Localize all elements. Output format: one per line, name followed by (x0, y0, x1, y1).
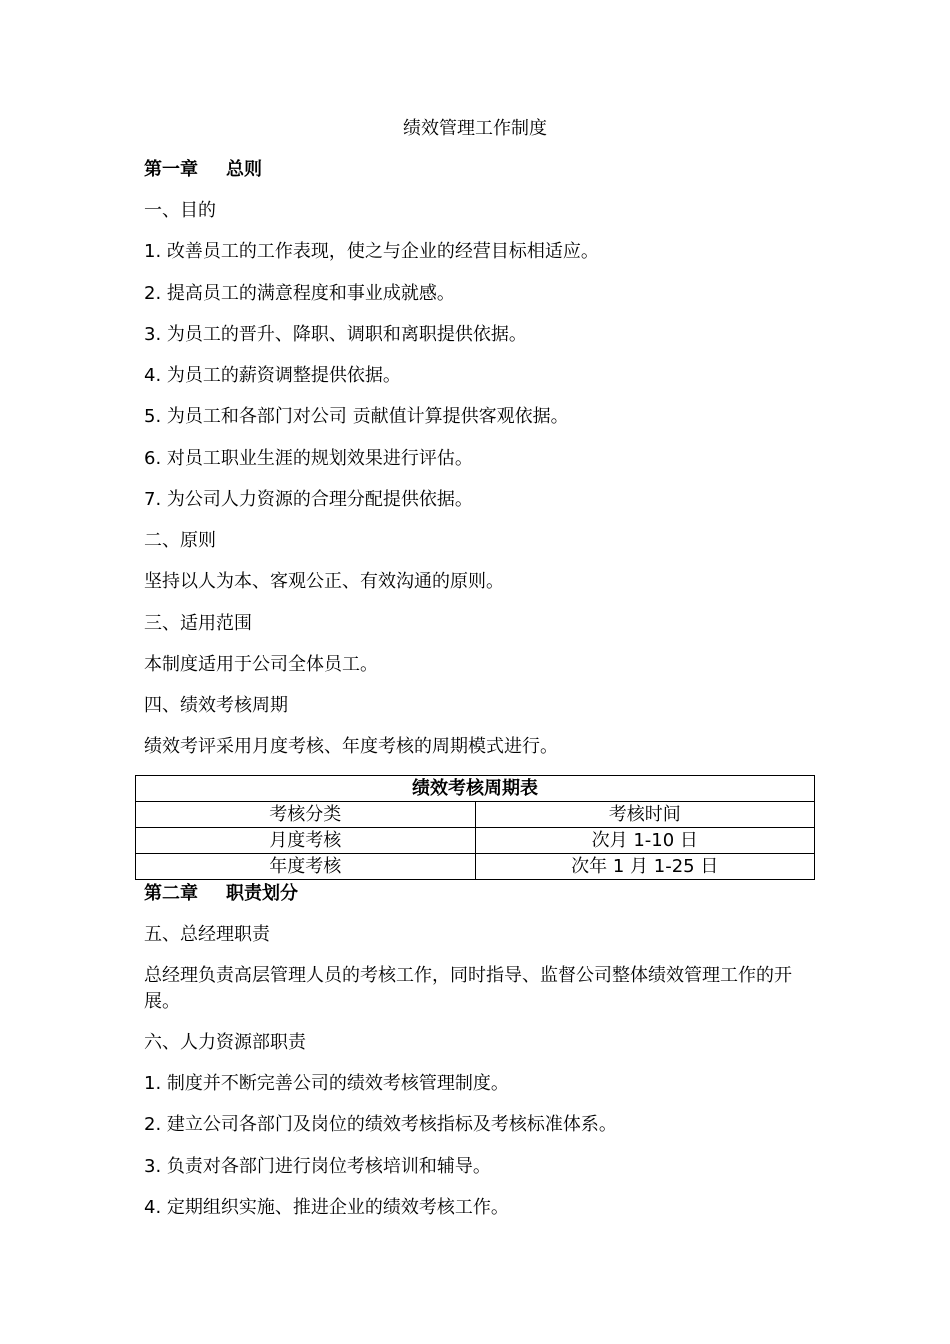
section-1-item: 3. 为员工的晋升、降职、调职和离职提供依据。 (144, 324, 527, 345)
table-row (136, 854, 815, 880)
section-6-item: 1. 制度并不断完善公司的绩效考核管理制度。 (144, 1073, 509, 1094)
section-5-body: 总经理负责高层管理人员的考核工作，同时指导、监督公司整体绩效管理工作的开展。 (144, 965, 792, 1012)
section-1-item: 5. 为员工和各部门对公司 贡献值计算提供客观依据。 (144, 406, 569, 427)
table-row (136, 828, 815, 854)
section-1-item: 4. 为员工的薪资调整提供依据。 (144, 365, 401, 386)
section-2-heading: 二、原则 (144, 530, 216, 551)
section-1-item: 2. 提高员工的满意程度和事业成就感。 (144, 283, 455, 304)
table-header-time: 考核时间 (475, 802, 815, 828)
document-title: 绩效管理工作制度 (403, 118, 547, 139)
table-cell-time: 次月 1-10 日 (475, 828, 815, 854)
section-1-heading: 一、目的 (144, 200, 216, 221)
table-cell-category: 年度考核 (136, 854, 476, 880)
table-header-category: 考核分类 (136, 802, 476, 828)
section-6-heading: 六、人力资源部职责 (144, 1032, 306, 1053)
chapter-2-heading (144, 882, 298, 906)
chapter-1-name: 总则 (226, 159, 262, 180)
table-caption: 绩效考核周期表 (136, 776, 815, 802)
chapter-2-number: 第二章 (144, 883, 198, 904)
table-header-row (136, 802, 815, 828)
table-cell-time: 次年 1 月 1-25 日 (475, 854, 815, 880)
section-3-body: 本制度适用于公司全体员工。 (144, 654, 378, 675)
section-1-item: 6. 对员工职业生涯的规划效果进行评估。 (144, 448, 473, 469)
assessment-cycle-table (135, 775, 815, 880)
section-4-heading: 四、绩效考核周期 (144, 695, 288, 716)
table-cell-category: 月度考核 (136, 828, 476, 854)
section-6-item: 4. 定期组织实施、推进企业的绩效考核工作。 (144, 1197, 509, 1218)
section-2-body: 坚持以人为本、客观公正、有效沟通的原则。 (144, 571, 504, 592)
chapter-2-name: 职责划分 (226, 883, 298, 904)
chapter-1-heading (144, 158, 262, 182)
section-1-item: 7. 为公司人力资源的合理分配提供依据。 (144, 489, 473, 510)
section-6-item: 3. 负责对各部门进行岗位考核培训和辅导。 (144, 1156, 491, 1177)
section-3-heading: 三、适用范围 (144, 613, 252, 634)
section-1-item: 1. 改善员工的工作表现，使之与企业的经营目标相适应。 (144, 241, 599, 262)
section-6-item: 2. 建立公司各部门及岗位的绩效考核指标及考核标准体系。 (144, 1114, 617, 1135)
table-caption-row (136, 776, 815, 802)
chapter-1-number: 第一章 (144, 159, 198, 180)
section-5-heading: 五、总经理职责 (144, 924, 270, 945)
section-4-body: 绩效考评采用月度考核、年度考核的周期模式进行。 (144, 736, 558, 757)
